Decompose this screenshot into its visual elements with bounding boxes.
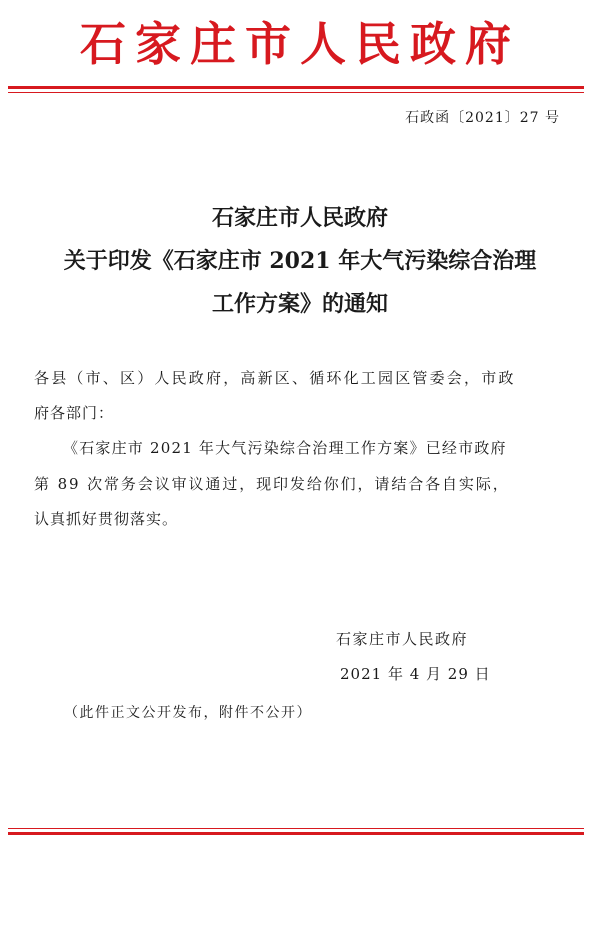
signature-issuer: 石家庄市人民政府 xyxy=(336,630,469,648)
title-line-3: 工作方案》的通知 xyxy=(211,291,388,317)
footer-red-rule-thin xyxy=(8,828,584,829)
signature-date: 2021 年 4 月 29 日 xyxy=(340,665,491,683)
masthead-org-name: 石家庄市人民政府 xyxy=(80,17,520,71)
publication-note: （此件正文公开发布，附件不公开） xyxy=(64,705,312,721)
title-line-1: 石家庄市人民政府 xyxy=(211,205,388,231)
addressee-line-2: 府各部门： xyxy=(34,404,115,422)
title-line-2: 关于印发《石家庄市 2021 年大气污染综合治理 xyxy=(63,248,537,274)
addressee-line-1: 各县（市、区）人民政府，高新区、循环化工园区管委会，市政 xyxy=(34,369,516,387)
body-paragraph-line-2: 第 89 次常务会议审议通过，现印发给你们，请结合各自实际， xyxy=(34,475,510,493)
footer-red-rule-thick xyxy=(8,832,584,835)
masthead-red-rule-thin xyxy=(8,92,584,93)
body-paragraph-line-3: 认真抓好贯彻落实。 xyxy=(34,510,179,528)
document-number: 石政函〔2021〕27 号 xyxy=(405,110,560,126)
body-paragraph-line-1: 《石家庄市 2021 年大气污染综合治理工作方案》已经市政府 xyxy=(63,439,507,457)
masthead-red-rule-thick xyxy=(8,86,584,89)
